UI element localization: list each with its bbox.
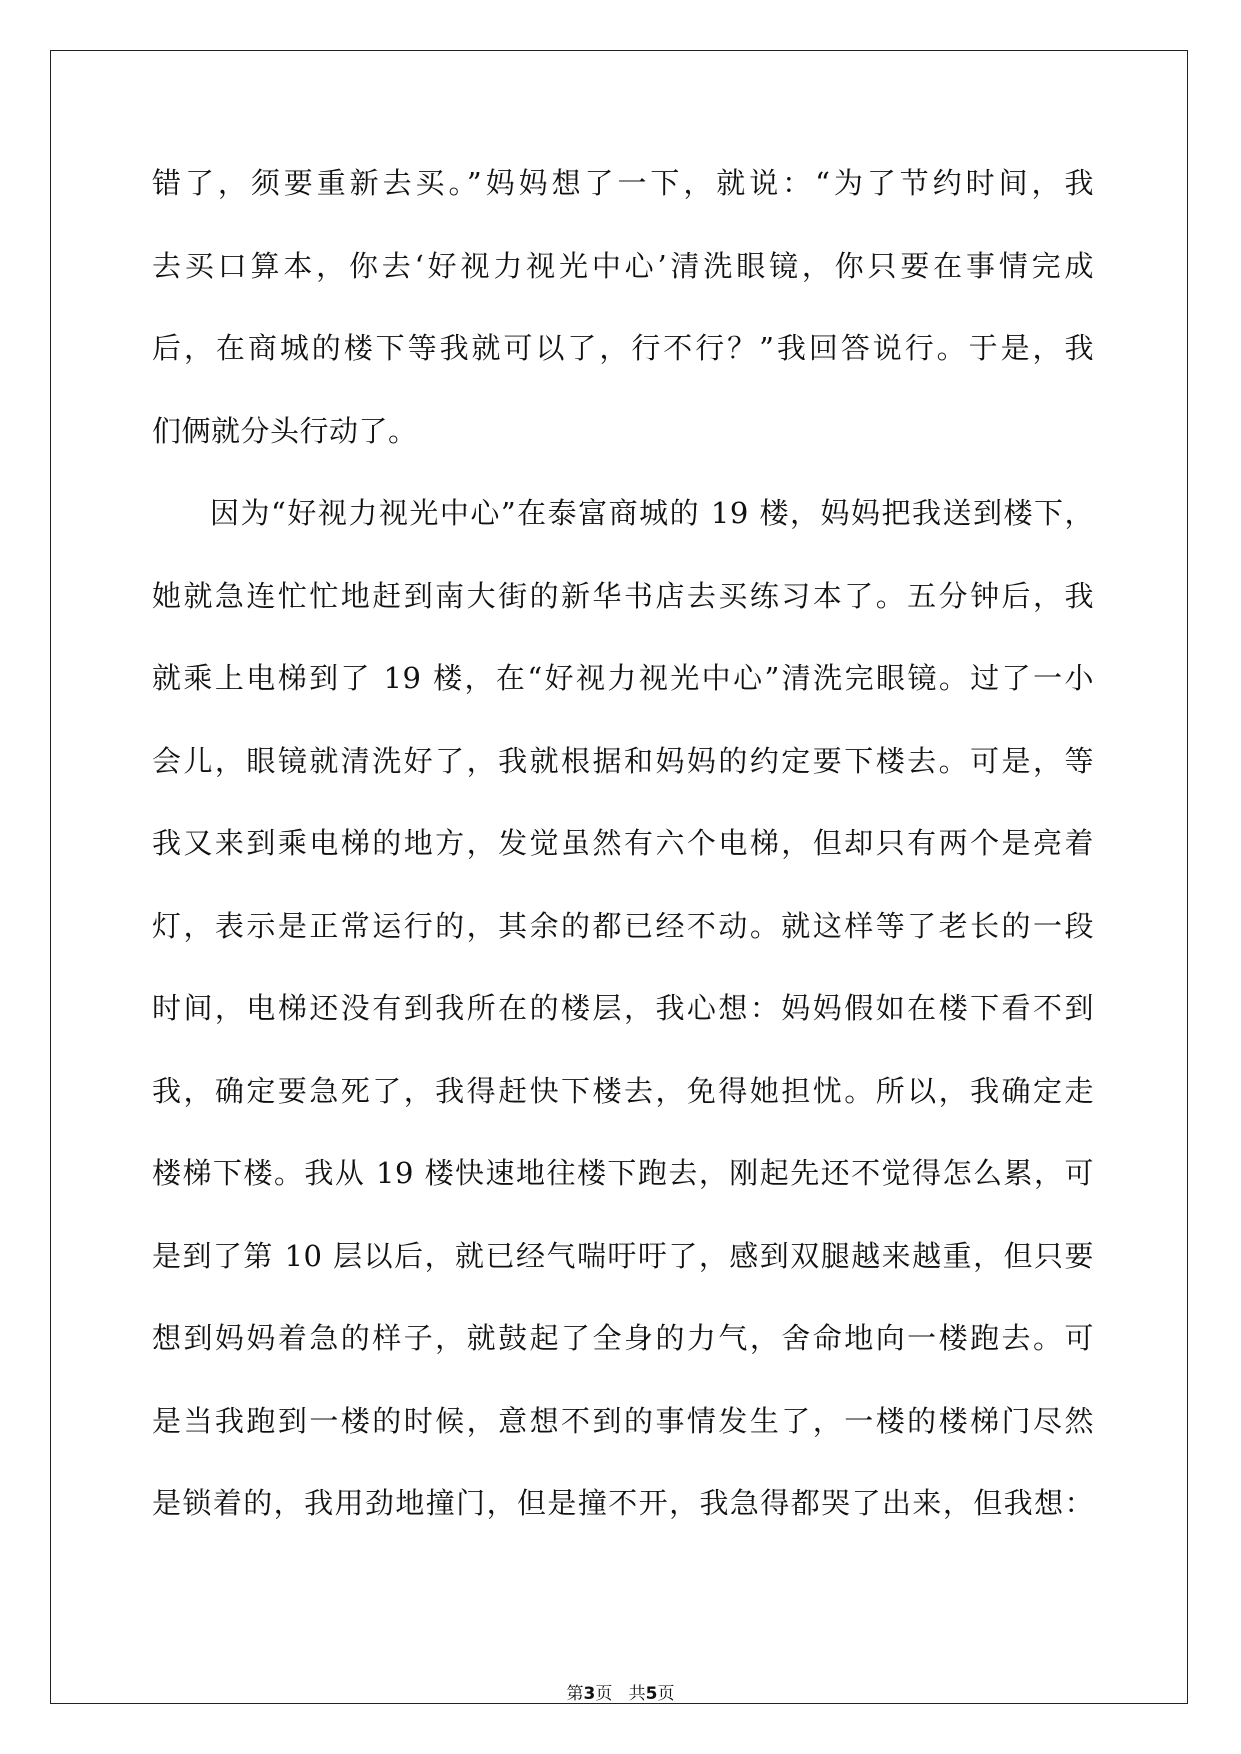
paragraph-line: 是当我跑到一楼的时候，意想不到的事情发生了，一楼的楼梯门尽然: [152, 1403, 1094, 1438]
document-body: [152, 163, 1094, 1566]
paragraph-line: 楼梯下楼。我从 19 楼快速地往楼下跑去，刚起先还不觉得怎么累，可: [152, 1156, 1094, 1190]
paragraph-line: 她就急连忙忙地赶到南大街的新华书店去买练习本了。五分钟后，我: [152, 578, 1094, 613]
paragraph-line: 时间，电梯还没有到我所在的楼层，我心想：妈妈假如在楼下看不到: [152, 991, 1094, 1025]
paragraph-line: 我又来到乘电梯的地方，发觉虽然有六个电梯，但却只有两个是亮着: [152, 826, 1094, 860]
paragraph-line: 灯，表示是正常运行的，其余的都已经不动。就这样等了老长的一段: [152, 908, 1094, 943]
page-suffix: 页: [595, 1684, 613, 1704]
paragraph-line: 是锁着的，我用劲地撞门，但是撞不开，我急得都哭了出来，但我想：: [152, 1486, 1094, 1520]
footer-separator: [612, 1684, 628, 1704]
paragraph-line: 因为“好视力视光中心”在泰富商城的 19 楼，妈妈把我送到楼下，: [210, 496, 1094, 530]
paragraph-line: 们俩就分头行动了。: [152, 413, 418, 448]
total-suffix: 页: [657, 1684, 675, 1704]
paragraph-line: 我，确定要急死了，我得赶快下楼去，免得她担忧。所以，我确定走: [152, 1073, 1094, 1108]
paragraph-line: 错了，须要重新去买。”妈妈想了一下，就说：“为了节约时间，我: [152, 166, 1094, 200]
paragraph-line: 后，在商城的楼下等我就可以了，行不行？”我回答说行。于是，我: [152, 331, 1094, 365]
paragraph-line: 想到妈妈着急的样子，就鼓起了全身的力气，舍命地向一楼跑去。可: [152, 1321, 1094, 1355]
current-page-number: 3: [583, 1684, 596, 1704]
total-page-number: 5: [645, 1684, 658, 1704]
paragraph-line: 就乘上电梯到了 19 楼，在“好视力视光中心”清洗完眼镜。过了一小: [152, 661, 1094, 695]
paragraph-line: 是到了第 10 层以后，就已经气喘吁吁了，感到双腿越来越重，但只要: [152, 1238, 1094, 1273]
page-prefix: 第: [566, 1684, 584, 1704]
total-prefix: 共: [628, 1684, 646, 1704]
paragraph-line: 会儿，眼镜就清洗好了，我就根据和妈妈的约定要下楼去。可是，等: [152, 743, 1094, 778]
page-footer: [0, 1683, 1241, 1705]
paragraph-line: 去买口算本，你去‘好视力视光中心’清洗眼镜，你只要在事情完成: [152, 248, 1094, 283]
